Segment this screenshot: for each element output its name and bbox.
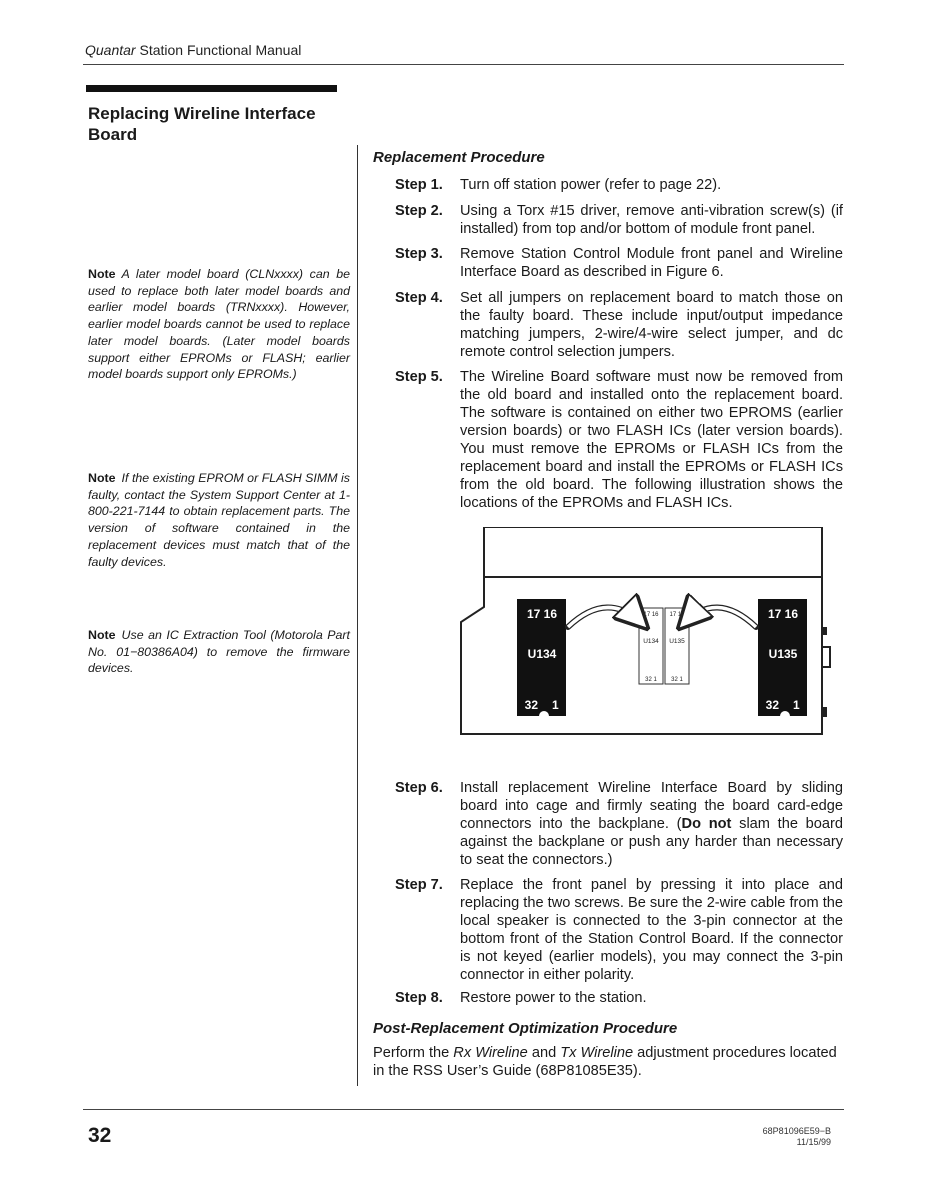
chip-u135-top-pins: 17 16 bbox=[767, 607, 799, 621]
socket-u135-bottom-pins: 32 1 bbox=[671, 677, 683, 683]
step-6: Step 6. Install replacement Wireline Interface Board by sliding board into cage and firmly seating the board card-edge connectors into the backplane. (Do not slam the board against the backplane or push any harder than necessary to seat the connectors.) bbox=[395, 780, 844, 868]
chip-u134-pin-1: 1 bbox=[552, 698, 559, 712]
eprom-location-figure bbox=[458, 527, 834, 767]
step-7: Step 7. Replace the front panel by pressing it into place and replacing the two screws. Be sure the 2-wire cable from the local speaker is connected to the 3-pin connector at the bottom front of the Station Control Board. If the connector is not keyed (earlier models), you may connect the 3-pin connector in either polarity. bbox=[395, 877, 843, 983]
step-4: Step 4. Set all jumpers on replacement board to match those on the faulty board. These include input/output impedance matching jumpers, 2-wire/4-wire select jumper, and dc remote control selection jumpers. bbox=[395, 290, 843, 360]
section-title: Replacing Wireline Interface Board bbox=[88, 104, 316, 144]
socket-u135-label: U135 bbox=[669, 638, 685, 645]
note-later-model: Note A later model board (CLNxxxx) can be used to replace both later model boards and earlier model boards (TRNxxxx). However, earlier model boards cannot be used to replace later model boards. (Later model boards support either EPROMs or FLASH; earlier model boards support only EPROMs.) bbox=[88, 267, 350, 382]
section-bar bbox=[86, 85, 337, 92]
manual-title: Quantar Station Functional Manual bbox=[85, 42, 302, 58]
footer-rule bbox=[83, 1109, 844, 1110]
column-divider bbox=[357, 145, 358, 1086]
chip-u135-pin-1: 1 bbox=[793, 698, 800, 712]
step-8: Step 8. Restore power to the station. bbox=[395, 990, 647, 1006]
note-faulty-eprom: Note If the existing EPROM or FLASH SIMM is faulty, contact the System Support Center at 1-800-221-7144 to obtain replacement parts. The version of software contained in the replacement devices must match that of the faulty devices. bbox=[88, 471, 350, 569]
replacement-procedure-heading: Replacement Procedure bbox=[373, 149, 545, 166]
post-replacement-heading: Post-Replacement Optimization Procedure bbox=[373, 1020, 678, 1037]
chip-u134-top-pins: 17 16 bbox=[526, 607, 558, 621]
step-5: Step 5. The Wireline Board software must now be removed from the old board and installed onto the replacement board. The software is contained on either two EPROMS (earlier version boards) or two FLASH ICs (later version boards). You must remove the EPROMs or FLASH ICs from the replacement board and install the EPROMs or FLASH ICs from the old board. The following illustration shows the locations of the EPROMs and FLASH ICs. bbox=[395, 369, 843, 511]
note-extraction-tool: Note Use an IC Extraction Tool (Motorola Part No. 01−80386A04) to remove the firmware devices. bbox=[88, 628, 350, 676]
step-3: Step 3. Remove Station Control Module front panel and Wireline Interface Board as described in Figure 6. bbox=[395, 246, 843, 280]
page-number: 32 bbox=[88, 1124, 112, 1147]
socket-u134-top-pins: 17 16 bbox=[643, 612, 659, 618]
socket-u135-top-pins: 17 16 bbox=[669, 612, 685, 618]
chip-u134-pin-32: 32 bbox=[524, 698, 538, 712]
header-rule bbox=[83, 64, 844, 65]
chip-u135-pin-32: 32 bbox=[765, 698, 779, 712]
chip-u134-label: U134 bbox=[527, 647, 557, 661]
step-2: Step 2. Using a Torx #15 driver, remove anti-vibration screw(s) (if installed) from top and/or bottom of module front panel. bbox=[395, 203, 843, 237]
post-replacement-text: Perform the Rx Wireline and Tx Wireline adjustment procedures located in the RSS User’s Guide (68P81085E35). bbox=[373, 1045, 837, 1079]
socket-u134-label: U134 bbox=[643, 638, 659, 645]
chip-u135-label: U135 bbox=[768, 647, 798, 661]
socket-u134 bbox=[639, 608, 663, 684]
socket-u134-bottom-pins: 32 1 bbox=[645, 677, 657, 683]
document-number: 68P81096E59−B 11/15/99 bbox=[762, 1126, 831, 1147]
step-1: Step 1. Turn off station power (refer to page 22). bbox=[395, 177, 722, 193]
